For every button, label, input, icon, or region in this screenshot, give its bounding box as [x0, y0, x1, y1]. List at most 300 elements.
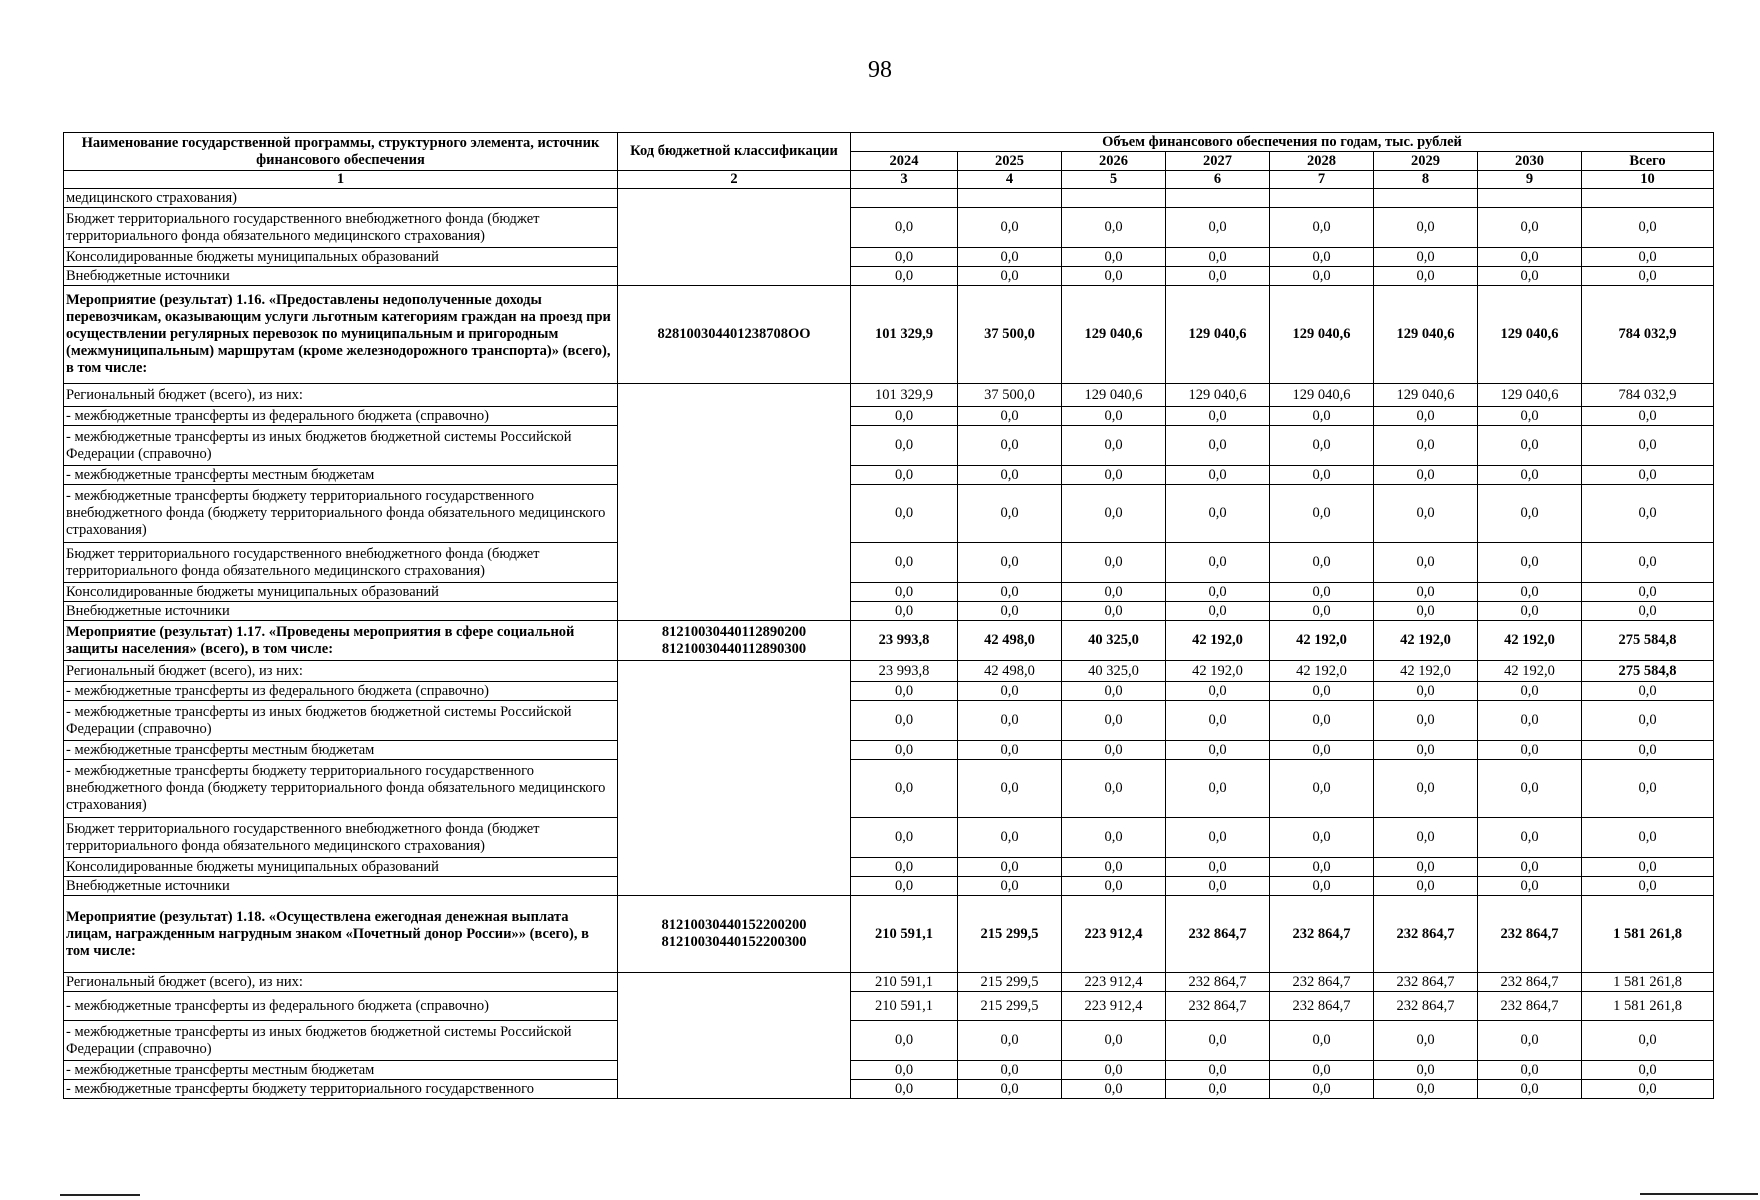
year-value-cell: 0,0	[851, 741, 958, 760]
year-value-cell: 0,0	[1270, 602, 1374, 621]
table-row-activity	[64, 896, 1714, 973]
year-value-cell: 232 864,7	[1166, 992, 1270, 1021]
year-value-cell: 232 864,7	[1478, 992, 1582, 1021]
year-value-cell: 0,0	[1062, 267, 1166, 286]
year-value-cell: 0,0	[1478, 426, 1582, 466]
total-value-cell: 0,0	[1582, 682, 1714, 701]
year-value-cell: 42 498,0	[958, 621, 1062, 661]
year-value-cell: 0,0	[1166, 543, 1270, 583]
table-row	[64, 992, 1714, 1021]
header-year: 2030	[1478, 152, 1582, 171]
year-value-cell: 0,0	[851, 1080, 958, 1099]
year-value-cell: 0,0	[1166, 267, 1270, 286]
year-value-cell: 0,0	[958, 485, 1062, 543]
total-value-cell: 0,0	[1582, 1061, 1714, 1080]
year-value-cell: 42 498,0	[958, 661, 1062, 682]
year-value-cell	[1166, 189, 1270, 208]
year-value-cell: 0,0	[1166, 741, 1270, 760]
header-year: 2029	[1374, 152, 1478, 171]
year-value-cell: 0,0	[1270, 426, 1374, 466]
year-value-cell: 0,0	[958, 858, 1062, 877]
year-value-cell: 0,0	[958, 267, 1062, 286]
budget-code-cell: 81210030440112890200 81210030440112890300	[618, 621, 851, 661]
row-name-cell: Региональный бюджет (всего), из них:	[64, 973, 618, 992]
table-row	[64, 543, 1714, 583]
year-value-cell: 0,0	[1374, 1021, 1478, 1061]
row-name-cell: - межбюджетные трансферты из иных бюджетов бюджетной системы Российской Федерации (справочно)	[64, 701, 618, 741]
total-value-cell: 0,0	[1582, 543, 1714, 583]
year-value-cell: 0,0	[958, 583, 1062, 602]
year-value-cell: 0,0	[851, 466, 958, 485]
year-value-cell: 0,0	[1478, 1021, 1582, 1061]
header-year: 2026	[1062, 152, 1166, 171]
year-value-cell: 0,0	[1374, 818, 1478, 858]
year-value-cell: 42 192,0	[1478, 661, 1582, 682]
year-value-cell: 232 864,7	[1374, 896, 1478, 973]
year-value-cell: 0,0	[1270, 1080, 1374, 1099]
year-value-cell: 0,0	[1374, 602, 1478, 621]
year-value-cell: 0,0	[1478, 208, 1582, 248]
total-value-cell: 0,0	[1582, 466, 1714, 485]
row-name-cell: Консолидированные бюджеты муниципальных образований	[64, 583, 618, 602]
year-value-cell: 42 192,0	[1374, 661, 1478, 682]
year-value-cell: 232 864,7	[1166, 896, 1270, 973]
year-value-cell: 0,0	[958, 543, 1062, 583]
year-value-cell: 0,0	[1166, 1080, 1270, 1099]
year-value-cell: 0,0	[958, 760, 1062, 818]
year-value-cell: 0,0	[958, 248, 1062, 267]
year-value-cell: 0,0	[1270, 877, 1374, 896]
total-value-cell: 784 032,9	[1582, 384, 1714, 407]
total-value-cell: 0,0	[1582, 208, 1714, 248]
year-value-cell: 210 591,1	[851, 896, 958, 973]
year-value-cell: 0,0	[1374, 701, 1478, 741]
year-value-cell: 0,0	[1478, 543, 1582, 583]
year-value-cell: 0,0	[1374, 760, 1478, 818]
total-value-cell: 1 581 261,8	[1582, 896, 1714, 973]
year-value-cell: 0,0	[1478, 760, 1582, 818]
year-value-cell: 42 192,0	[1478, 621, 1582, 661]
year-value-cell: 0,0	[851, 760, 958, 818]
year-value-cell: 129 040,6	[1374, 286, 1478, 384]
row-name-cell: Бюджет территориального государственного внебюджетного фонда (бюджет территориального фонда обязательного медицинского страхования)	[64, 543, 618, 583]
budget-code-cell	[618, 661, 851, 896]
row-name-cell: Мероприятие (результат) 1.16. «Предоставлены недополученные доходы перевозчикам, оказывающим услуги льготным категориям граждан на проезд при осуществлении регулярных перевозок по муниципальным и пригородным (межмуниципальным) маршрутам (кроме железнодорожного транспорта)» (всего), в том числе:	[64, 286, 618, 384]
year-value-cell: 0,0	[1062, 682, 1166, 701]
table-row	[64, 267, 1714, 286]
year-value-cell: 129 040,6	[1270, 286, 1374, 384]
year-value-cell: 0,0	[1062, 248, 1166, 267]
year-value-cell: 0,0	[958, 208, 1062, 248]
year-value-cell: 0,0	[1374, 1080, 1478, 1099]
year-value-cell: 0,0	[1478, 466, 1582, 485]
year-value-cell: 0,0	[1374, 267, 1478, 286]
year-value-cell: 23 993,8	[851, 661, 958, 682]
year-value-cell	[1374, 189, 1478, 208]
row-name-cell: - межбюджетные трансферты бюджету территориального государственного внебюджетного фонда (бюджету территориального фонда обязательного медицинского страхования)	[64, 760, 618, 818]
year-value-cell: 223 912,4	[1062, 992, 1166, 1021]
year-value-cell: 0,0	[1166, 1061, 1270, 1080]
row-name-cell: - межбюджетные трансферты из федерального бюджета (справочно)	[64, 682, 618, 701]
table-row	[64, 407, 1714, 426]
year-value-cell: 0,0	[1062, 426, 1166, 466]
year-value-cell: 0,0	[851, 682, 958, 701]
table-row	[64, 973, 1714, 992]
year-value-cell: 232 864,7	[1374, 992, 1478, 1021]
year-value-cell: 0,0	[1270, 858, 1374, 877]
budget-code-cell: 828100304401238708OO	[618, 286, 851, 384]
total-value-cell: 275 584,8	[1582, 661, 1714, 682]
header-name-column: Наименование государственной программы, структурного элемента, источник финансового обеспечения	[64, 133, 618, 171]
row-name-cell: - межбюджетные трансферты из иных бюджетов бюджетной системы Российской Федерации (справочно)	[64, 426, 618, 466]
year-value-cell: 37 500,0	[958, 286, 1062, 384]
year-value-cell: 42 192,0	[1270, 661, 1374, 682]
year-value-cell: 0,0	[1166, 248, 1270, 267]
row-name-cell: - межбюджетные трансферты бюджету территориального государственного	[64, 1080, 618, 1099]
year-value-cell: 0,0	[1270, 818, 1374, 858]
year-value-cell: 129 040,6	[1166, 286, 1270, 384]
year-value-cell	[851, 189, 958, 208]
table-row	[64, 1080, 1714, 1099]
year-value-cell: 0,0	[1166, 602, 1270, 621]
year-value-cell: 210 591,1	[851, 992, 958, 1021]
year-value-cell: 0,0	[1270, 543, 1374, 583]
year-value-cell: 0,0	[851, 701, 958, 741]
year-value-cell: 215 299,5	[958, 973, 1062, 992]
year-value-cell: 0,0	[958, 877, 1062, 896]
year-value-cell: 0,0	[1062, 485, 1166, 543]
year-value-cell: 0,0	[1270, 741, 1374, 760]
header-year: 2025	[958, 152, 1062, 171]
year-value-cell: 0,0	[1270, 1021, 1374, 1061]
year-value-cell: 0,0	[1478, 248, 1582, 267]
total-value-cell: 0,0	[1582, 1021, 1714, 1061]
year-value-cell: 0,0	[1166, 426, 1270, 466]
year-value-cell	[958, 189, 1062, 208]
table-row	[64, 858, 1714, 877]
year-value-cell: 0,0	[958, 466, 1062, 485]
row-name-cell: - межбюджетные трансферты местным бюджетам	[64, 741, 618, 760]
year-value-cell: 0,0	[1062, 1021, 1166, 1061]
table-row	[64, 701, 1714, 741]
row-name-cell: Бюджет территориального государственного внебюджетного фонда (бюджет территориального фонда обязательного медицинского страхования)	[64, 208, 618, 248]
budget-code-cell	[618, 973, 851, 1099]
year-value-cell: 0,0	[1166, 701, 1270, 741]
year-value-cell: 37 500,0	[958, 384, 1062, 407]
total-value-cell: 1 581 261,8	[1582, 973, 1714, 992]
year-value-cell: 0,0	[1478, 602, 1582, 621]
year-value-cell: 40 325,0	[1062, 661, 1166, 682]
year-value-cell: 0,0	[1166, 208, 1270, 248]
year-value-cell	[1270, 189, 1374, 208]
total-value-cell: 0,0	[1582, 426, 1714, 466]
year-value-cell: 129 040,6	[1478, 286, 1582, 384]
column-number: 4	[958, 171, 1062, 189]
year-value-cell: 40 325,0	[1062, 621, 1166, 661]
header-year: 2027	[1166, 152, 1270, 171]
total-value-cell: 0,0	[1582, 877, 1714, 896]
year-value-cell: 101 329,9	[851, 286, 958, 384]
year-value-cell: 0,0	[1166, 583, 1270, 602]
table-body	[64, 189, 1714, 1099]
year-value-cell: 42 192,0	[1374, 621, 1478, 661]
year-value-cell: 232 864,7	[1270, 896, 1374, 973]
table-row	[64, 760, 1714, 818]
page-number: 98	[868, 57, 892, 83]
year-value-cell: 0,0	[1374, 583, 1478, 602]
year-value-cell: 0,0	[1062, 208, 1166, 248]
row-name-cell: - межбюджетные трансферты из федерального бюджета (справочно)	[64, 407, 618, 426]
year-value-cell: 0,0	[1166, 485, 1270, 543]
row-name-cell: Мероприятие (результат) 1.18. «Осуществлена ежегодная денежная выплата лицам, награжденным нагрудным знаком «Почетный донор России»» (всего), в том числе:	[64, 896, 618, 973]
year-value-cell: 232 864,7	[1270, 992, 1374, 1021]
column-number: 3	[851, 171, 958, 189]
year-value-cell: 0,0	[1478, 407, 1582, 426]
table-row	[64, 583, 1714, 602]
year-value-cell: 0,0	[1270, 682, 1374, 701]
row-name-cell: медицинского страхования)	[64, 189, 618, 208]
table-row	[64, 426, 1714, 466]
year-value-cell: 232 864,7	[1478, 973, 1582, 992]
year-value-cell: 0,0	[851, 248, 958, 267]
column-number: 7	[1270, 171, 1374, 189]
year-value-cell: 0,0	[1062, 818, 1166, 858]
year-value-cell: 0,0	[1062, 466, 1166, 485]
year-value-cell: 0,0	[958, 701, 1062, 741]
year-value-cell: 0,0	[851, 543, 958, 583]
year-value-cell: 215 299,5	[958, 992, 1062, 1021]
column-number: 1	[64, 171, 618, 189]
year-value-cell: 0,0	[1478, 583, 1582, 602]
year-value-cell: 0,0	[1270, 466, 1374, 485]
year-value-cell: 129 040,6	[1166, 384, 1270, 407]
row-name-cell: - межбюджетные трансферты из иных бюджетов бюджетной системы Российской Федерации (справочно)	[64, 1021, 618, 1061]
total-value-cell: 0,0	[1582, 248, 1714, 267]
year-value-cell	[1062, 189, 1166, 208]
column-number: 2	[618, 171, 851, 189]
budget-code-cell: 81210030440152200200 81210030440152200300	[618, 896, 851, 973]
year-value-cell: 0,0	[1374, 1061, 1478, 1080]
header-total: Всего	[1582, 152, 1714, 171]
total-value-cell: 0,0	[1582, 602, 1714, 621]
table-row	[64, 661, 1714, 682]
total-value-cell: 0,0	[1582, 407, 1714, 426]
year-value-cell: 0,0	[1374, 407, 1478, 426]
year-value-cell: 0,0	[958, 426, 1062, 466]
row-name-cell: Консолидированные бюджеты муниципальных образований	[64, 248, 618, 267]
header-year: 2024	[851, 152, 958, 171]
year-value-cell: 0,0	[1062, 543, 1166, 583]
year-value-cell: 0,0	[1166, 466, 1270, 485]
year-value-cell: 0,0	[1478, 267, 1582, 286]
year-value-cell: 0,0	[1374, 741, 1478, 760]
total-value-cell: 0,0	[1582, 701, 1714, 741]
year-value-cell: 0,0	[1374, 248, 1478, 267]
table-row	[64, 1061, 1714, 1080]
total-value-cell: 0,0	[1582, 1080, 1714, 1099]
year-value-cell: 0,0	[851, 858, 958, 877]
year-value-cell: 0,0	[1166, 858, 1270, 877]
row-name-cell: Региональный бюджет (всего), из них:	[64, 384, 618, 407]
year-value-cell: 0,0	[851, 877, 958, 896]
header-volume-column: Объем финансового обеспечения по годам, тыс. рублей	[851, 133, 1714, 152]
table-row	[64, 208, 1714, 248]
year-value-cell: 0,0	[1374, 682, 1478, 701]
year-value-cell: 223 912,4	[1062, 896, 1166, 973]
year-value-cell: 129 040,6	[1062, 286, 1166, 384]
year-value-cell: 232 864,7	[1270, 973, 1374, 992]
column-number: 8	[1374, 171, 1478, 189]
year-value-cell: 0,0	[851, 818, 958, 858]
year-value-cell: 0,0	[851, 407, 958, 426]
budget-code-cell	[618, 384, 851, 621]
table-row	[64, 189, 1714, 208]
year-value-cell: 0,0	[1478, 877, 1582, 896]
table-row-activity	[64, 286, 1714, 384]
year-value-cell: 0,0	[1270, 701, 1374, 741]
table-row	[64, 818, 1714, 858]
year-value-cell: 42 192,0	[1166, 661, 1270, 682]
year-value-cell: 0,0	[1062, 1061, 1166, 1080]
year-value-cell: 0,0	[1270, 267, 1374, 286]
budget-code-cell	[618, 189, 851, 286]
year-value-cell: 0,0	[1062, 1080, 1166, 1099]
year-value-cell: 0,0	[851, 583, 958, 602]
year-value-cell: 129 040,6	[1374, 384, 1478, 407]
year-value-cell: 0,0	[1478, 485, 1582, 543]
row-name-cell: Консолидированные бюджеты муниципальных образований	[64, 858, 618, 877]
column-number: 6	[1166, 171, 1270, 189]
row-name-cell: - межбюджетные трансферты местным бюджетам	[64, 1061, 618, 1080]
year-value-cell: 101 329,9	[851, 384, 958, 407]
scan-artifact-line	[60, 1194, 140, 1196]
year-value-cell: 0,0	[1478, 741, 1582, 760]
year-value-cell: 0,0	[1062, 407, 1166, 426]
year-value-cell: 0,0	[851, 426, 958, 466]
header-year: 2028	[1270, 152, 1374, 171]
table-row	[64, 384, 1714, 407]
year-value-cell: 0,0	[1374, 858, 1478, 877]
year-value-cell: 0,0	[1270, 760, 1374, 818]
year-value-cell: 42 192,0	[1166, 621, 1270, 661]
year-value-cell: 0,0	[1166, 818, 1270, 858]
year-value-cell: 232 864,7	[1478, 896, 1582, 973]
year-value-cell: 0,0	[958, 602, 1062, 621]
total-value-cell: 0,0	[1582, 485, 1714, 543]
year-value-cell: 0,0	[1166, 407, 1270, 426]
year-value-cell: 0,0	[1478, 701, 1582, 741]
row-name-cell: Бюджет территориального государственного внебюджетного фонда (бюджет территориального фонда обязательного медицинского страхования)	[64, 818, 618, 858]
row-name-cell: - межбюджетные трансферты из федерального бюджета (справочно)	[64, 992, 618, 1021]
year-value-cell: 0,0	[851, 485, 958, 543]
year-value-cell: 0,0	[1478, 1080, 1582, 1099]
year-value-cell: 0,0	[958, 1021, 1062, 1061]
table-row	[64, 248, 1714, 267]
year-value-cell: 0,0	[1270, 1061, 1374, 1080]
total-value-cell: 784 032,9	[1582, 286, 1714, 384]
table-row	[64, 741, 1714, 760]
year-value-cell: 232 864,7	[1166, 973, 1270, 992]
year-value-cell: 0,0	[1062, 877, 1166, 896]
year-value-cell: 0,0	[1166, 1021, 1270, 1061]
total-value-cell: 0,0	[1582, 267, 1714, 286]
column-number: 5	[1062, 171, 1166, 189]
row-name-cell: - межбюджетные трансферты бюджету территориального государственного внебюджетного фонда (бюджету территориального фонда обязательного медицинского страхования)	[64, 485, 618, 543]
row-name-cell: Региональный бюджет (всего), из них:	[64, 661, 618, 682]
row-name-cell: Мероприятие (результат) 1.17. «Проведены мероприятия в сфере социальной защиты населения» (всего), в том числе:	[64, 621, 618, 661]
year-value-cell: 0,0	[1374, 208, 1478, 248]
year-value-cell: 0,0	[1270, 248, 1374, 267]
table-row-activity	[64, 621, 1714, 661]
year-value-cell: 129 040,6	[1270, 384, 1374, 407]
year-value-cell: 0,0	[958, 1061, 1062, 1080]
year-value-cell: 0,0	[1270, 407, 1374, 426]
year-value-cell: 0,0	[1478, 858, 1582, 877]
year-value-cell: 0,0	[1270, 583, 1374, 602]
table-row	[64, 682, 1714, 701]
year-value-cell: 42 192,0	[1270, 621, 1374, 661]
year-value-cell: 0,0	[1166, 760, 1270, 818]
year-value-cell: 0,0	[851, 1021, 958, 1061]
year-value-cell: 215 299,5	[958, 896, 1062, 973]
year-value-cell: 0,0	[1062, 741, 1166, 760]
total-value-cell: 0,0	[1582, 858, 1714, 877]
row-name-cell: - межбюджетные трансферты местным бюджетам	[64, 466, 618, 485]
year-value-cell: 232 864,7	[1374, 973, 1478, 992]
year-value-cell: 0,0	[1270, 208, 1374, 248]
row-name-cell: Внебюджетные источники	[64, 877, 618, 896]
year-value-cell: 0,0	[1374, 543, 1478, 583]
year-value-cell: 0,0	[1062, 701, 1166, 741]
year-value-cell: 23 993,8	[851, 621, 958, 661]
year-value-cell: 0,0	[1062, 760, 1166, 818]
year-value-cell: 0,0	[1062, 858, 1166, 877]
header-code-column: Код бюджетной классификации	[618, 133, 851, 171]
table-row	[64, 485, 1714, 543]
row-name-cell: Внебюджетные источники	[64, 267, 618, 286]
year-value-cell: 0,0	[851, 267, 958, 286]
table-row	[64, 877, 1714, 896]
table-row	[64, 602, 1714, 621]
year-value-cell: 0,0	[1062, 583, 1166, 602]
year-value-cell: 0,0	[1478, 818, 1582, 858]
total-value-cell	[1582, 189, 1714, 208]
table-row	[64, 1021, 1714, 1061]
total-value-cell: 0,0	[1582, 760, 1714, 818]
year-value-cell: 0,0	[958, 741, 1062, 760]
year-value-cell: 0,0	[958, 818, 1062, 858]
year-value-cell: 0,0	[1270, 485, 1374, 543]
year-value-cell: 0,0	[1374, 466, 1478, 485]
year-value-cell: 0,0	[851, 208, 958, 248]
year-value-cell: 0,0	[1166, 682, 1270, 701]
total-value-cell: 275 584,8	[1582, 621, 1714, 661]
year-value-cell: 0,0	[1374, 877, 1478, 896]
year-value-cell: 0,0	[958, 1080, 1062, 1099]
total-value-cell: 0,0	[1582, 818, 1714, 858]
year-value-cell: 0,0	[1374, 485, 1478, 543]
table-row	[64, 466, 1714, 485]
scan-artifact-line	[1640, 1193, 1758, 1195]
budget-table	[63, 132, 1714, 1099]
year-value-cell	[1478, 189, 1582, 208]
year-value-cell: 0,0	[851, 602, 958, 621]
total-value-cell: 1 581 261,8	[1582, 992, 1714, 1021]
row-name-cell: Внебюджетные источники	[64, 602, 618, 621]
year-value-cell: 0,0	[958, 407, 1062, 426]
table-header	[64, 133, 1714, 189]
year-value-cell: 223 912,4	[1062, 973, 1166, 992]
